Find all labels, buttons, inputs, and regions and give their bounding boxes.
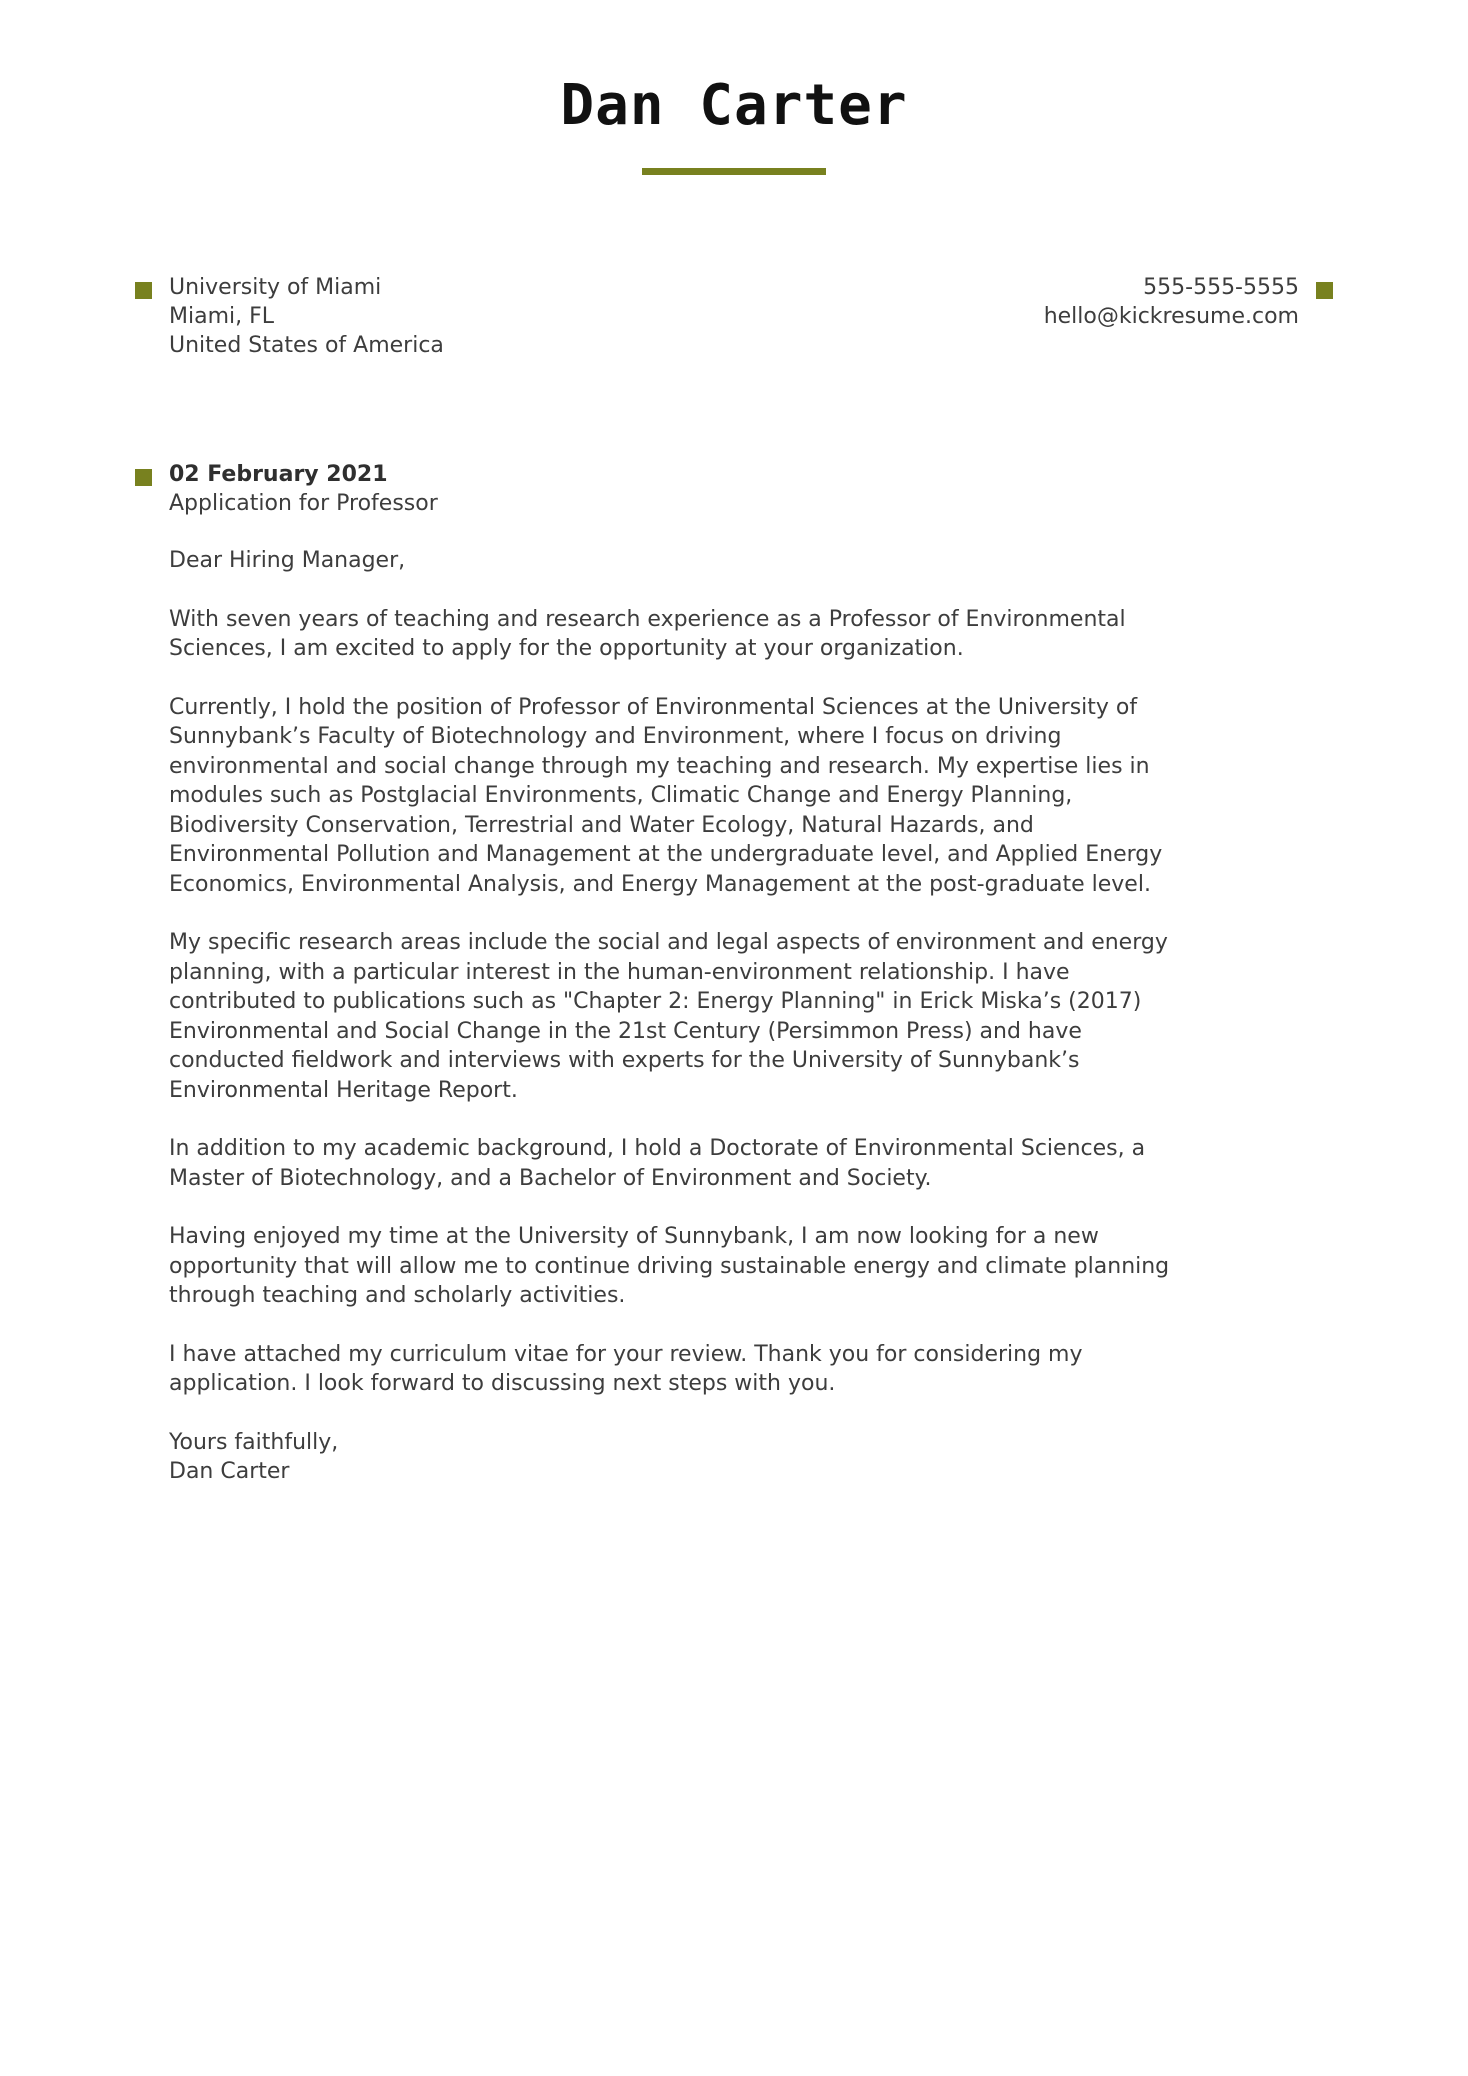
letter-paragraph: I have attached my curriculum vitae for your review. Thank you for considering my application. I look forward to discussing next steps with you.: [169, 1341, 1083, 1396]
page-title: Dan Carter: [560, 73, 908, 138]
square-bullet-icon: [135, 282, 152, 299]
letter-closing: Yours faithfully,: [169, 1429, 339, 1455]
square-bullet-icon: [135, 469, 152, 486]
sender-email: hello@kickresume.com: [1043, 304, 1299, 329]
letter-header: [0, 0, 1468, 175]
recipient-organization: University of Miami: [169, 275, 382, 300]
recipient-address-lines: [169, 273, 444, 360]
letter-meta-lines: [169, 460, 438, 518]
letter-signoff: [169, 1428, 1333, 1487]
letter-date: 02 February 2021: [169, 462, 388, 487]
sender-phone: 555-555-5555: [1143, 275, 1299, 300]
letter-paragraph: In addition to my academic background, I hold a Doctorate of Environmental Sciences, a Master of Biotechnology, and a Bachelor of Environment and Society.: [169, 1136, 1146, 1191]
letter-subject: Application for Professor: [169, 491, 438, 516]
letter-salutation: Dear Hiring Manager,: [169, 548, 406, 573]
letter-body: [0, 460, 1468, 1487]
letter-paragraph: With seven years of teaching and research experience as a Professor of Environmental Sciences, I am excited to apply for the opportunity at your organization.: [169, 606, 1126, 661]
letter-paragraph: Currently, I hold the position of Professor of Environmental Sciences at the University of Sunnybank’s Faculty of Biotechnology and Environment, where I focus on driving environmental and social change through my teaching and research. My expertise lies in modules such as Postglacial Environments, Climatic Change and Energy Planning, Biodiversity Conservation, Terrestrial and Water Ecology, Natural Hazards, and Environmental Pollution and Management at the undergraduate level, and Applied Energy Economics, Environmental Analysis, and Energy Management at the post-graduate level.: [169, 694, 1163, 897]
contact-band: [0, 273, 1468, 360]
sender-contact-block: [1044, 273, 1333, 331]
letter-paragraph: My specific research areas include the social and legal aspects of environment and energy planning, with a particular interest in the human-environment relationship. I have contributed to publications such as "Chapter 2: Energy Planning" in Erick Miska’s (2017) Environmental and Social Change in the 21st Century (Persimmon Press) and have conducted fieldwork and interviews with experts for the University of Sunnybank’s Environmental Heritage Report.: [169, 930, 1168, 1103]
letter-paragraph: Having enjoyed my time at the University of Sunnybank, I am now looking for a new opportunity that will allow me to continue driving sustainable energy and climate planning through teaching and scholarly activities.: [169, 1224, 1170, 1308]
letter-meta: [135, 460, 1333, 518]
sender-contact-lines: [1044, 273, 1299, 331]
letter-text: [169, 546, 1333, 1487]
recipient-address-block: [135, 273, 444, 360]
square-bullet-icon: [1316, 282, 1333, 299]
letter-signature-name: Dan Carter: [169, 1459, 290, 1484]
recipient-city-state: Miami, FL: [169, 304, 275, 329]
title-accent-rule: [642, 168, 826, 175]
recipient-country: United States of America: [169, 333, 444, 358]
